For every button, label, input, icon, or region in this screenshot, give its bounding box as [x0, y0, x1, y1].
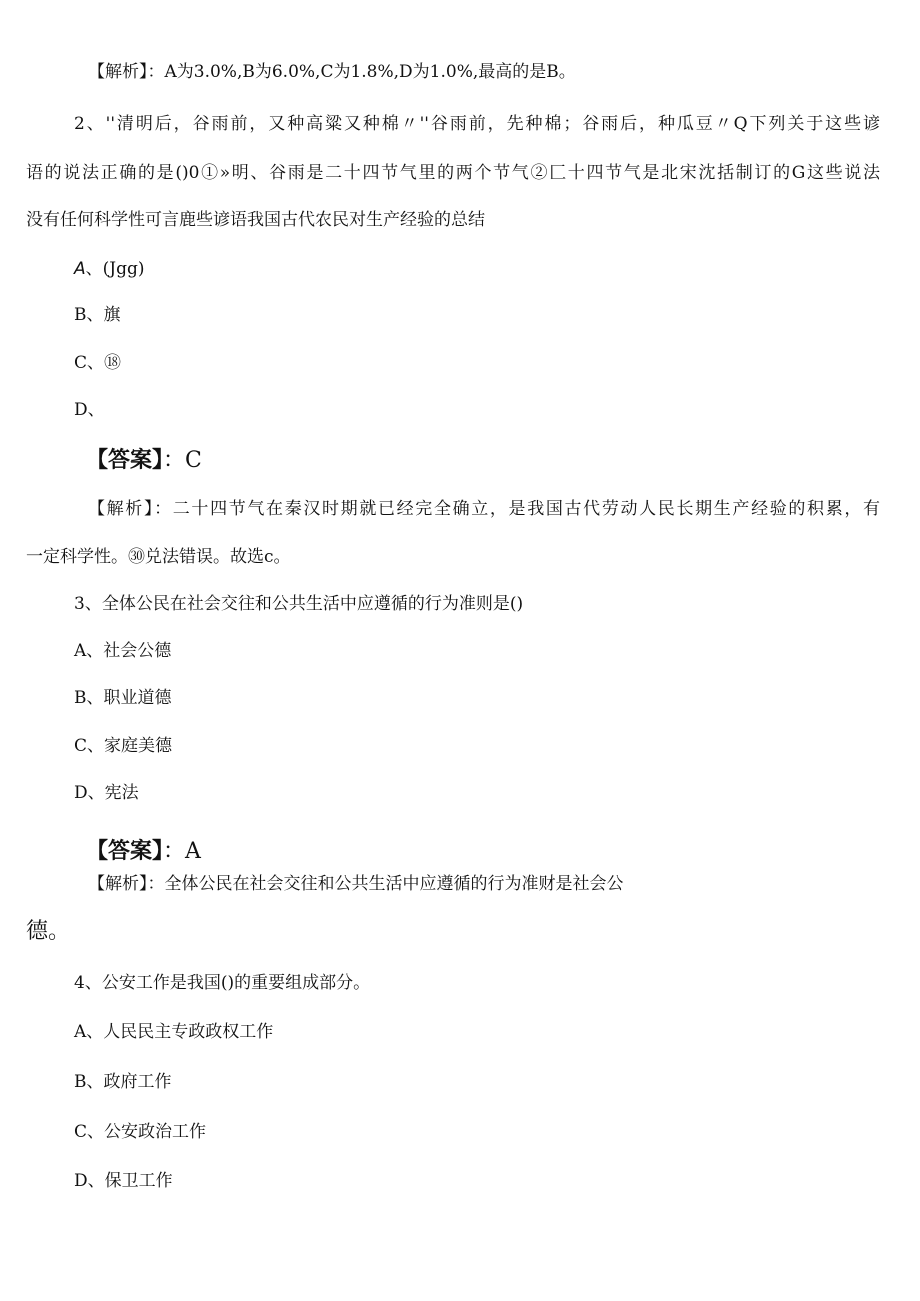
q4-option-b: B、政府工作: [74, 1072, 172, 1092]
q3-option-d: D、宪法: [74, 783, 139, 803]
q2-analysis-line-2: 一定科学性。㉚兑法错误。故选c。: [26, 547, 291, 567]
q2-option-b: B、旗: [74, 305, 121, 325]
q4-stem: 4、公安工作是我国()的重要组成部分。: [74, 973, 371, 993]
q2-option-c: C、⑱: [74, 353, 122, 373]
q3-answer: [86, 838, 201, 866]
q2-answer: [86, 447, 202, 475]
q3-analysis-line-1: 【解析】：全体公民在社会交往和公共生活中应遵循的行为准财是社会公: [88, 874, 624, 894]
q4-option-a: A、人民民主专政政权工作: [74, 1022, 274, 1042]
q3-option-a: A、社会公德: [74, 641, 172, 661]
q1-analysis: 【解析】：A为3.0%,B为6.0%,C为1.8%,D为1.0%,最高的是B。: [88, 62, 576, 82]
q3-analysis-line-2: 德。: [26, 919, 71, 944]
q2-answer-value: ：C: [163, 448, 202, 473]
q4-option-d: D、保卫工作: [74, 1171, 173, 1191]
q2-option-a-text: 、(Jgg): [85, 259, 145, 279]
q2-analysis-line-1: 【解析】：二十四节气在秦汉时期就已经完全确立，是我国古代劳动人民长期生产经验的积累，有: [88, 499, 880, 519]
q2-option-a-letter: A: [74, 259, 86, 279]
q2-answer-label: 【答案】: [86, 448, 164, 473]
q2-stem-line-3: 没有任何科学性可言鹿些谚语我国古代农民对生产经验的总结: [26, 210, 485, 230]
q3-option-c: C、家庭美德: [74, 736, 173, 756]
q4-option-c: C、公安政治工作: [74, 1122, 207, 1142]
q3-stem: 3、全体公民在社会交往和公共生活中应遵循的行为准则是(): [74, 594, 524, 614]
q3-option-b: B、职业道德: [74, 688, 172, 708]
q2-stem-line-1: 2、''清明后，谷雨前，又种高粱又种棉〃''谷雨前，先种棉；谷雨后，种瓜豆〃Q下列关于这些谚: [74, 114, 880, 134]
q3-answer-value: ：A: [163, 839, 201, 864]
q2-option-a: [74, 258, 145, 280]
q3-answer-label: 【答案】: [86, 839, 164, 864]
q2-stem-line-2: 语的说法正确的是()0①»明、谷雨是二十四节气里的两个节气②匚十四节气是北宋沈括制订的G这些说法: [26, 163, 880, 183]
q2-option-d: D、: [74, 400, 105, 420]
